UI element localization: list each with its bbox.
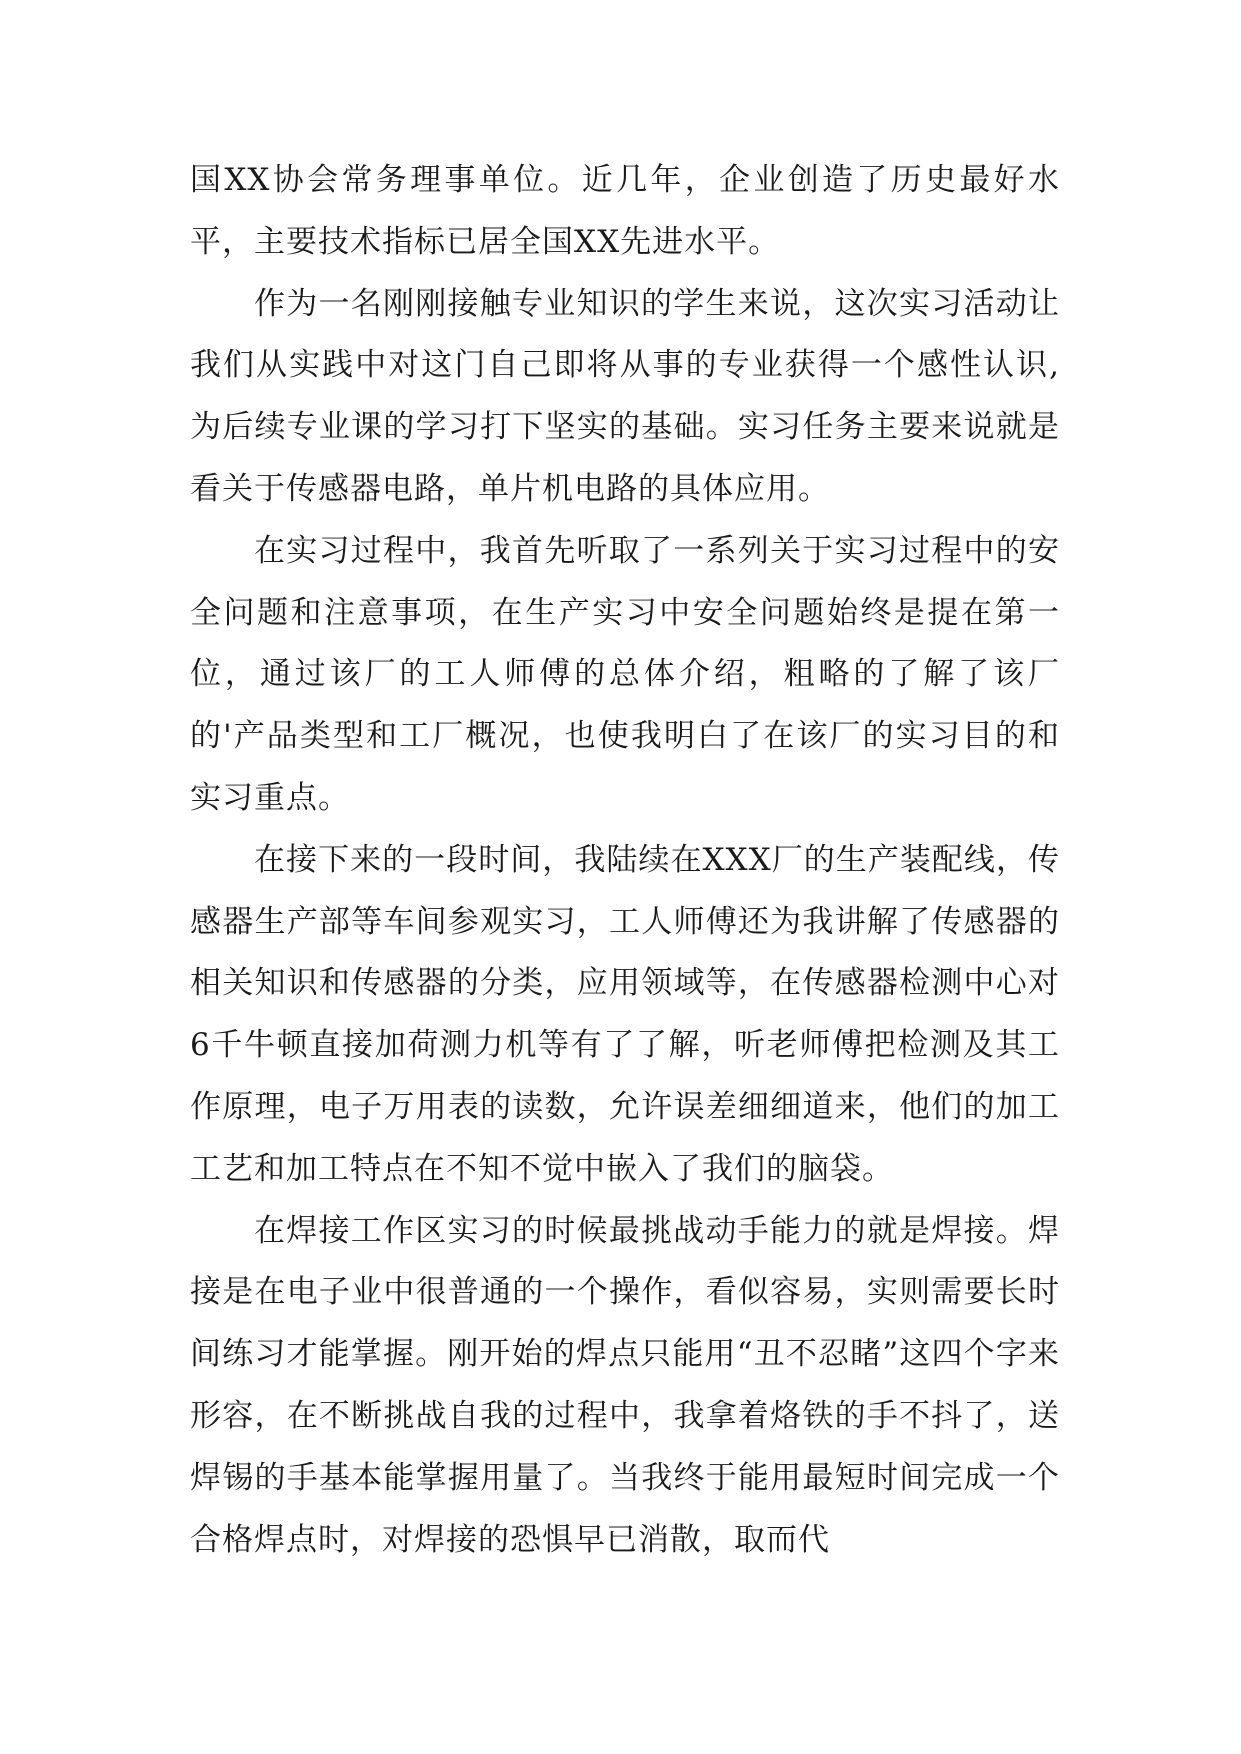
- paragraph-2: 作为一名刚刚接触专业知识的学生来说，这次实习活动让我们从实践中对这门自己即将从事的专业获得一个感性认识,为后续专业课的学习打下坚实的基础。实习任务主要来说就是看关于传感器电路，单片机电路的具体应用。: [190, 285, 1060, 507]
- document-body: [190, 150, 1060, 1571]
- paragraph-5: 在焊接工作区实习的时候最挑战动手能力的就是焊接。焊接是在电子业中很普通的一个操作，看似容易，实则需要长时间练习才能掌握。刚开始的焊点只能用“丑不忍睹”这四个字来形容，在不断挑战自我的过程中，我拿着烙铁的手不抖了，送焊锡的手基本能掌握用量了。当我终于能用最短时间完成一个合格焊点时，对焊接的恐惧早已消散，取而代: [190, 1212, 1060, 1558]
- paragraph-1: 国XX协会常务理事单位。近几年，企业创造了历史最好水平，主要技术指标已居全国XX先进水平。: [190, 162, 1060, 260]
- paragraph-4: 在接下来的一段时间，我陆续在XXX厂的生产装配线，传感器生产部等车间参观实习，工人师傅还为我讲解了传感器的相关知识和传感器的分类，应用领域等，在传感器检测中心对6千牛顿直接加荷测力机等有了了解，听老师傅把检测及其工作原理，电子万用表的读数，允许误差细细道来，他们的加工工艺和加工特点在不知不觉中嵌入了我们的脑袋。: [190, 841, 1060, 1187]
- paragraph-3: 在实习过程中，我首先听取了一系列关于实习过程中的安全问题和注意事项，在生产实习中安全问题始终是提在第一位，通过该厂的工人师傅的总体介绍，粗略的了解了该厂的'产品类型和工厂概况，也使我明白了在该厂的实习目的和实习重点。: [190, 532, 1060, 816]
